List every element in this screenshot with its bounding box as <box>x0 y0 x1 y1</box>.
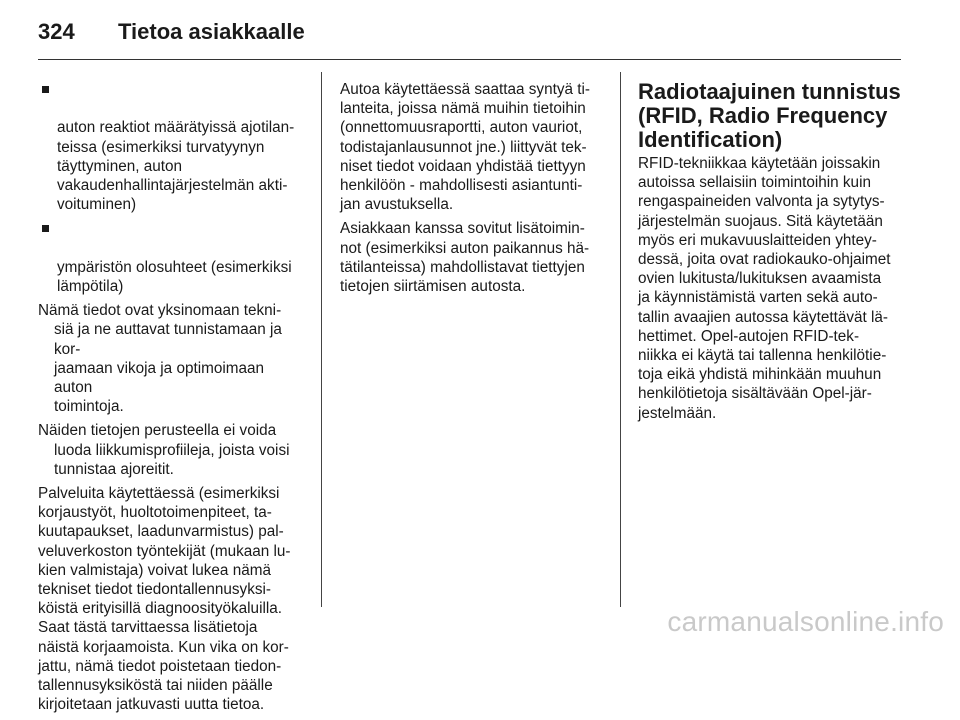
paragraph: RFID-tekniikkaa käytetään joissakin autoissa sellaisiin toimintoihin kuin rengaspaineiden valvonta ja sytytys- järjestelmän suojaus. Sitä käytetään myös eri mukavuuslaitteiden yhtey- dessä, joita ovat radiokauko-ohjaimet ovien lukitusta/lukituksen avaamista ja käynnistämistä varten sekä auto- tallin avaajien autossa käytettävät lä- hettimet. Opel-autojen RFID-tek- niikka ei käytä tai tallenna henkilötie- toja eikä yhdistä mihinkään muuhun henkilötietoja sisältävään Opel-jär- jestelmään. <box>638 155 891 422</box>
text-column-3 <box>638 80 904 428</box>
page-header-title: Tietoa asiakkaalle <box>118 19 305 44</box>
bullet-square-icon <box>42 86 49 93</box>
paragraph: Palveluita käytettäessä (esimerkiksi korjaustyöt, huoltotoimenpiteet, ta- kuutapaukset, laadunvarmistus) pal- veluverkoston työntekijät (mukaan lu- kien valmistaja) voivat lukea nämä tekniset tiedot tiedontallennusyksi- köistä erityisillä diagnoosityökaluilla. Saat tästä tarvittaessa lisätietoja näistä korjaamoista. Kun vika on kor- jattu, nämä tiedot poistetaan tiedon- tallennusyksiköstä tai niiden päälle kirjoitetaan jatkuvasti uutta tietoa. <box>38 485 291 714</box>
bullet-square-icon <box>42 225 49 232</box>
header-rule <box>38 59 901 60</box>
watermark: carmanualsonline.info <box>667 606 944 637</box>
paragraph: Asiakkaan kanssa sovitut lisätoimin- not (esimerkiksi auton paikannus hä- tätilanteissa) mahdollistavat tiettyjen tietojen siirtämisen autosta. <box>340 220 590 296</box>
column-divider <box>620 72 621 607</box>
text-column-1 <box>38 80 306 720</box>
page-number: 324 <box>38 19 75 44</box>
bullet-item <box>38 80 306 214</box>
text-column-2 <box>340 80 606 301</box>
paragraph: Nämä tiedot ovat yksinomaan tekni- siä ja ne auttavat tunnistamaan ja kor- jaamaan vikoja ja optimoimaan auton toimintoja. <box>38 302 282 416</box>
column-divider <box>321 72 322 607</box>
section-heading: Radiotaajuinen tunnistus (RFID, Radio Frequency Identification) <box>638 79 901 152</box>
bullet-item <box>38 219 306 296</box>
bullet-text: auton reaktiot määrätyissä ajotilan- teissa (esimerkiksi turvatyynyn täyttyminen, auton vakaudenhallintajärjestelmän akti- voituminen) <box>57 119 295 214</box>
paragraph: Näiden tietojen perusteella ei voida luoda liikkumisprofiileja, joista voisi tunnistaa ajoreitit. <box>38 422 290 478</box>
paragraph: Autoa käytettäessä saattaa syntyä ti- lanteita, joissa nämä muihin tietoihin (onnettomuusraportti, auton vauriot, todistajanlausunnot jne.) liittyvät tek- niset tiedot voidaan yhdistää tiettyyn henkilöön - mahdollisesti asiantunti- jan avustuksella. <box>340 81 590 214</box>
bullet-text: ympäristön olosuhteet (esimerkiksi lämpötila) <box>57 258 292 296</box>
